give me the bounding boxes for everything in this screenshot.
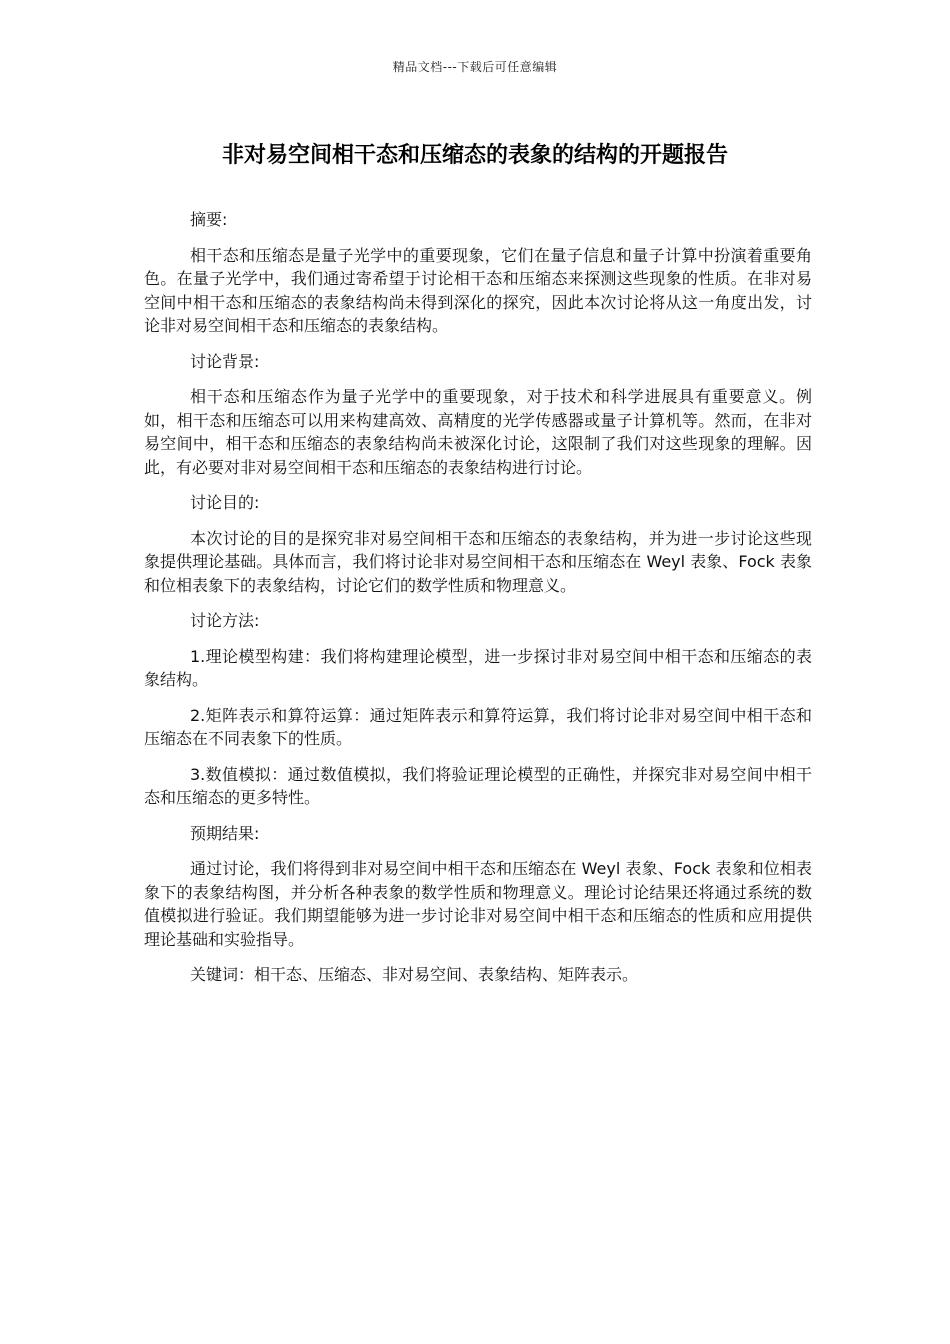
- abstract-paragraph: 相干态和压缩态是量子光学中的重要现象，它们在量子信息和量子计算中扮演着重要角色。在量子光学中，我们通过寄希望于讨论相干态和压缩态来探测这些现象的性质。在非对易空间中相干态和压缩态的表象结构尚未得到深化的探究，因此本次讨论将从这一角度出发，讨论非对易空间相干态和压缩态的表象结构。: [144, 245, 812, 335]
- purpose-paragraph: 本次讨论的目的是探究非对易空间相干态和压缩态的表象结构，并为进一步讨论这些现象提供理论基础。具体而言，我们将讨论非对易空间相干态和压缩态在 Weyl 表象、Fock 表象和位相表象下的表象结构，讨论它们的数学性质和物理意义。: [144, 528, 812, 595]
- method-item-3: 3.数值模拟：通过数值模拟，我们将验证理论模型的正确性，并探究非对易空间中相干态和压缩态的更多特性。: [144, 764, 812, 807]
- background-heading: 讨论背景:: [190, 351, 260, 371]
- document-title: 非对易空间相干态和压缩态的表象的结构的开题报告: [221, 143, 728, 168]
- background-paragraph: 相干态和压缩态作为量子光学中的重要现象，对于技术和科学进展具有重要意义。例如，相干态和压缩态可以用来构建高效、高精度的光学传感器或量子计算机等。然而，在非对易空间中，相干态和压缩态的表象结构尚未被深化讨论，这限制了我们对这些现象的理解。因此，有必要对非对易空间相干态和压缩态的表象结构进行讨论。: [144, 387, 812, 477]
- method-heading: 讨论方法:: [190, 611, 260, 630]
- document-body: [144, 208, 812, 999]
- expected-results-paragraph: 通过讨论，我们将得到非对易空间中相干态和压缩态在 Weyl 表象、Fock 表象和位相表象下的表象结构图，并分析各种表象的数学性质和物理意义。理论讨论结果还将通过系统的数值模拟进行验证。我们期望能够为进一步讨论非对易空间中相干态和压缩态的性质和应用提供理论基础和实验指导。: [144, 859, 812, 949]
- page-header-note: 精品文档---下载后可任意编辑: [392, 60, 558, 74]
- method-item-1: 1.理论模型构建：我们将构建理论模型，进一步探讨非对易空间中相干态和压缩态的表象结构。: [144, 646, 812, 689]
- abstract-heading: 摘要:: [190, 210, 228, 229]
- method-item-2: 2.矩阵表示和算符运算：通过矩阵表示和算符运算，我们将讨论非对易空间中相干态和压缩态在不同表象下的性质。: [144, 705, 812, 748]
- purpose-heading: 讨论目的:: [190, 493, 260, 512]
- keywords-line: 关键词：相干态、压缩态、非对易空间、表象结构、矩阵表示。: [190, 965, 639, 984]
- expected-results-heading: 预期结果:: [190, 823, 260, 843]
